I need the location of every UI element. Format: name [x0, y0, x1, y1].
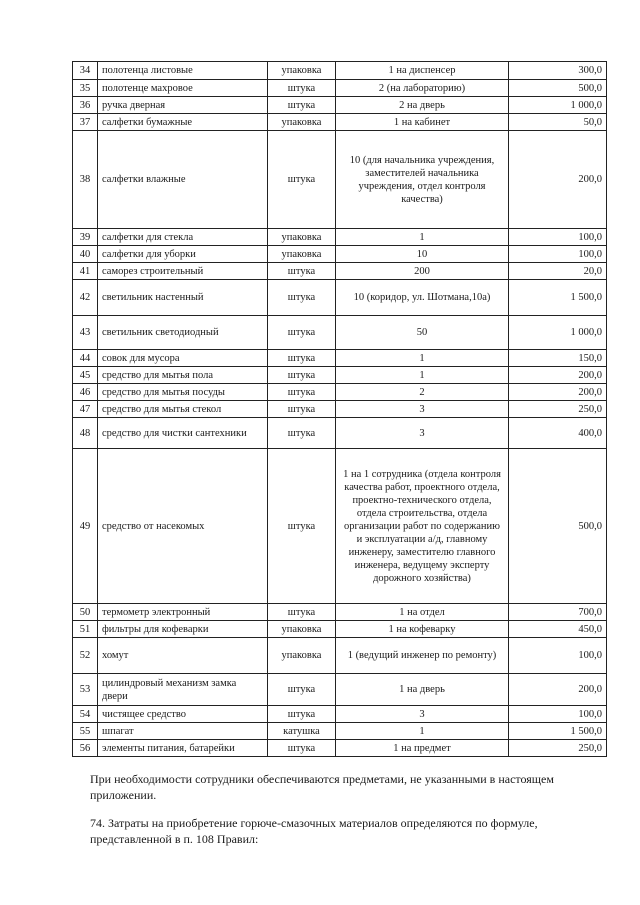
item-price: 200,0 [509, 384, 607, 401]
row-number: 56 [73, 740, 98, 757]
item-price: 200,0 [509, 367, 607, 384]
row-number: 38 [73, 131, 98, 229]
table-row [73, 723, 607, 740]
item-unit: упаковка [268, 62, 336, 80]
table-row [73, 384, 607, 401]
item-unit: штука [268, 263, 336, 280]
row-number: 39 [73, 229, 98, 246]
table-row [73, 350, 607, 367]
item-name: салфетки для стекла [98, 229, 268, 246]
row-number: 40 [73, 246, 98, 263]
item-unit: штука [268, 350, 336, 367]
item-name: ручка дверная [98, 97, 268, 114]
row-number: 44 [73, 350, 98, 367]
item-unit: штука [268, 316, 336, 350]
item-unit: штука [268, 80, 336, 97]
table-row [73, 418, 607, 449]
item-name: термометр электронный [98, 604, 268, 621]
item-name: средство для мытья стекол [98, 401, 268, 418]
item-price: 200,0 [509, 131, 607, 229]
item-unit: упаковка [268, 621, 336, 638]
item-unit: штука [268, 706, 336, 723]
item-unit: штука [268, 97, 336, 114]
item-price: 500,0 [509, 80, 607, 97]
item-name: саморез строительный [98, 263, 268, 280]
item-name: светильник светодиодный [98, 316, 268, 350]
item-norm: 10 (коридор, ул. Шотмана,10а) [336, 280, 509, 316]
row-number: 48 [73, 418, 98, 449]
item-name: полотенца листовые [98, 62, 268, 80]
item-unit: упаковка [268, 114, 336, 131]
item-unit: штука [268, 449, 336, 604]
table-row [73, 80, 607, 97]
item-price: 100,0 [509, 229, 607, 246]
item-unit: штука [268, 740, 336, 757]
item-name: средство для чистки сантехники [98, 418, 268, 449]
item-unit: штука [268, 384, 336, 401]
item-unit: упаковка [268, 638, 336, 674]
table-row [73, 367, 607, 384]
item-price: 20,0 [509, 263, 607, 280]
table-row [73, 706, 607, 723]
item-unit: штука [268, 418, 336, 449]
item-norm: 2 на дверь [336, 97, 509, 114]
row-number: 50 [73, 604, 98, 621]
item-price: 250,0 [509, 401, 607, 418]
table-row [73, 131, 607, 229]
item-price: 1 000,0 [509, 97, 607, 114]
item-norm: 1 на предмет [336, 740, 509, 757]
row-number: 42 [73, 280, 98, 316]
row-number: 35 [73, 80, 98, 97]
item-norm: 1 [336, 367, 509, 384]
item-unit: штука [268, 401, 336, 418]
item-price: 100,0 [509, 638, 607, 674]
row-number: 49 [73, 449, 98, 604]
table-body [73, 62, 607, 757]
item-unit: штука [268, 280, 336, 316]
item-norm: 1 на отдел [336, 604, 509, 621]
paragraph-74: 74. Затраты на приобретение горюче-смазочных материалов определяются по формуле, представленной в п. 108 Правил: [90, 816, 538, 846]
item-name: элементы питания, батарейки [98, 740, 268, 757]
item-name: средство для мытья пола [98, 367, 268, 384]
item-price: 50,0 [509, 114, 607, 131]
item-price: 200,0 [509, 674, 607, 706]
item-unit: штука [268, 674, 336, 706]
item-norm: 1 на дверь [336, 674, 509, 706]
item-norm: 50 [336, 316, 509, 350]
item-name: салфетки влажные [98, 131, 268, 229]
row-number: 54 [73, 706, 98, 723]
item-norm: 2 (на лабораторию) [336, 80, 509, 97]
row-number: 53 [73, 674, 98, 706]
item-norm: 3 [336, 401, 509, 418]
table-row [73, 740, 607, 757]
item-price: 450,0 [509, 621, 607, 638]
item-norm: 1 на 1 сотрудника (отдела контроля качества работ, проектного отдела, проектно-технического отдела, отдела строительства, отдела организации работ по содержанию и эксплуатации а/д, главному инженеру, заместителю главного инженера, ведущему эксперту дорожного хозяйства) [336, 449, 509, 604]
item-norm: 3 [336, 706, 509, 723]
row-number: 34 [73, 62, 98, 80]
item-name: светильник настенный [98, 280, 268, 316]
note-text: При необходимости сотрудники обеспечиваются предметами, не указанными в настоящем приложении. [90, 772, 554, 802]
row-number: 52 [73, 638, 98, 674]
table-row [73, 114, 607, 131]
item-norm: 10 [336, 246, 509, 263]
item-price: 1 500,0 [509, 723, 607, 740]
table-row [73, 280, 607, 316]
item-price: 500,0 [509, 449, 607, 604]
item-price: 150,0 [509, 350, 607, 367]
table-row [73, 97, 607, 114]
row-number: 55 [73, 723, 98, 740]
item-unit: упаковка [268, 229, 336, 246]
item-name: фильтры для кофеварки [98, 621, 268, 638]
row-number: 45 [73, 367, 98, 384]
item-price: 700,0 [509, 604, 607, 621]
item-unit: штука [268, 604, 336, 621]
item-price: 100,0 [509, 706, 607, 723]
table-row [73, 674, 607, 706]
row-number: 41 [73, 263, 98, 280]
item-name: шпагат [98, 723, 268, 740]
item-unit: упаковка [268, 246, 336, 263]
row-number: 43 [73, 316, 98, 350]
row-number: 47 [73, 401, 98, 418]
item-norm: 1 [336, 350, 509, 367]
item-name: салфетки для уборки [98, 246, 268, 263]
table-row [73, 62, 607, 80]
table-row [73, 229, 607, 246]
item-name: цилиндровый механизм замка двери [98, 674, 268, 706]
item-norm: 1 на кабинет [336, 114, 509, 131]
item-norm: 1 (ведущий инженер по ремонту) [336, 638, 509, 674]
item-name: салфетки бумажные [98, 114, 268, 131]
item-norm: 1 [336, 229, 509, 246]
item-price: 250,0 [509, 740, 607, 757]
item-unit: катушка [268, 723, 336, 740]
item-norm: 1 [336, 723, 509, 740]
item-name: полотенце махровое [98, 80, 268, 97]
item-norm: 10 (для начальника учреждения, заместителей начальника учреждения, отдел контроля качества) [336, 131, 509, 229]
table-row [73, 449, 607, 604]
item-norm: 3 [336, 418, 509, 449]
item-norm: 200 [336, 263, 509, 280]
item-name: совок для мусора [98, 350, 268, 367]
item-name: средство для мытья посуды [98, 384, 268, 401]
row-number: 51 [73, 621, 98, 638]
table-row [73, 246, 607, 263]
item-price: 400,0 [509, 418, 607, 449]
item-price: 300,0 [509, 62, 607, 80]
item-norm: 1 на диспенсер [336, 62, 509, 80]
row-number: 46 [73, 384, 98, 401]
item-norm: 2 [336, 384, 509, 401]
item-name: чистящее средство [98, 706, 268, 723]
row-number: 36 [73, 97, 98, 114]
table-row [73, 638, 607, 674]
item-unit: штука [268, 367, 336, 384]
item-name: средство от насекомых [98, 449, 268, 604]
table-row [73, 316, 607, 350]
item-norm: 1 на кофеварку [336, 621, 509, 638]
table-row [73, 263, 607, 280]
table-row [73, 604, 607, 621]
row-number: 37 [73, 114, 98, 131]
item-name: хомут [98, 638, 268, 674]
item-price: 1 500,0 [509, 280, 607, 316]
item-price: 1 000,0 [509, 316, 607, 350]
table-row [73, 401, 607, 418]
table-row [73, 621, 607, 638]
item-price: 100,0 [509, 246, 607, 263]
item-unit: штука [268, 131, 336, 229]
supplies-table [72, 61, 607, 757]
